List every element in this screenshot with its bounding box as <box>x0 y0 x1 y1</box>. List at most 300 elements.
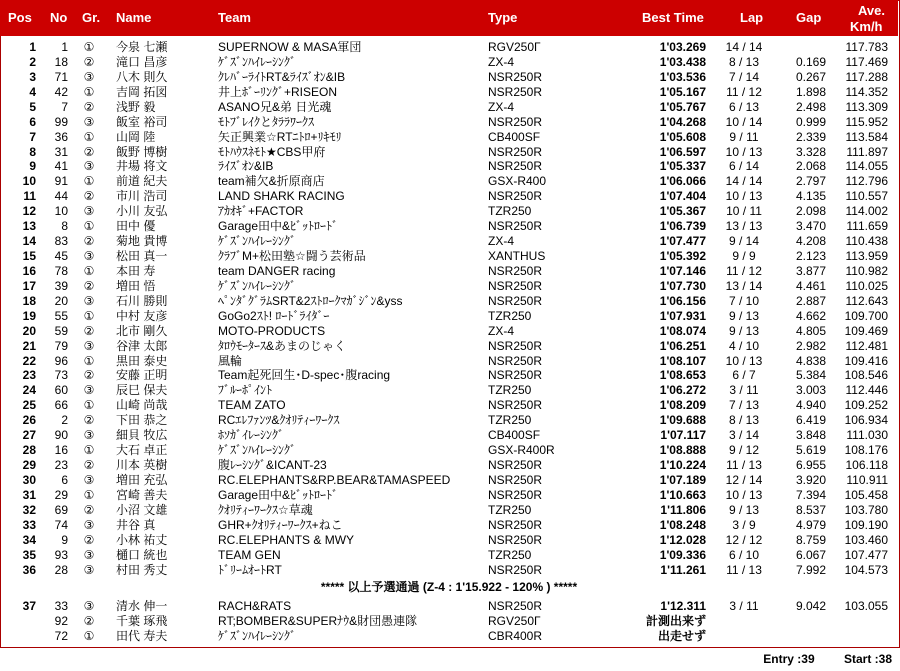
cell-best: 1'09.336 <box>659 547 706 562</box>
cell-gap: 2.098 <box>795 204 826 219</box>
cell-ave: 117.783 <box>845 40 888 54</box>
cell-ave: 112.643 <box>845 293 888 308</box>
cell-gap: 2.498 <box>795 99 826 114</box>
cell-gr: ② <box>83 613 95 628</box>
cell-best: 1'08.074 <box>659 323 706 338</box>
cell-name: 前道 紀夫 <box>116 174 168 189</box>
cell-pos: 26 <box>22 413 36 428</box>
cell-gap: 2.797 <box>795 174 826 189</box>
cell-best: 1'03.269 <box>659 40 706 54</box>
cell-lap: 10 / 13 <box>725 353 763 368</box>
cell-name: 市川 浩司 <box>116 189 168 204</box>
cell-team: ｸﾗﾌﾞM+松田塾☆闘う芸術品 <box>218 249 366 264</box>
cell-gap: 2.123 <box>795 249 826 264</box>
cell-ave: 103.460 <box>844 532 888 547</box>
header-best: Best Time <box>642 10 704 25</box>
cell-gap: 4.662 <box>795 308 826 323</box>
cell-ave: 110.911 <box>846 472 888 487</box>
cell-pos: 34 <box>22 532 36 547</box>
cell-best: 1'06.156 <box>659 293 706 308</box>
cell-ave: 111.030 <box>846 428 888 443</box>
cell-name: 本田 寿 <box>116 263 156 278</box>
cell-gap: 7.992 <box>795 562 826 577</box>
cell-lap: 9 / 13 <box>728 323 760 338</box>
cell-team: LAND SHARK RACING <box>218 189 345 204</box>
cell-gap: 6.419 <box>795 413 826 428</box>
cell-gr: ② <box>83 323 95 338</box>
cell-no: 10 <box>54 204 68 219</box>
cell-no: 23 <box>54 458 68 473</box>
cell-type: NSR250R <box>488 293 543 308</box>
cell-gr: ① <box>83 174 95 189</box>
header-team: Team <box>218 10 251 25</box>
cell-best: 1'07.146 <box>659 263 706 278</box>
cell-team: ﾍﾟﾝﾀﾞｸﾞﾗﾑSRT&2ｽﾄﾛｰｸﾏｶﾞｼﾞﾝ&yss <box>218 293 403 308</box>
cell-no: 18 <box>54 54 68 69</box>
cell-type: GSX-R400R <box>488 443 555 458</box>
cell-type: GSX-R400 <box>488 174 547 189</box>
cell-no: 79 <box>54 338 68 353</box>
cell-type: TZR250 <box>488 204 532 219</box>
cell-name: 下田 恭之 <box>116 413 168 428</box>
cell-pos: 20 <box>22 323 36 338</box>
cell-pos: 3 <box>29 69 36 84</box>
cell-no: 90 <box>54 428 68 443</box>
cell-type: NSR250R <box>488 487 543 502</box>
cell-no: 44 <box>54 189 68 204</box>
cell-best: 1'04.268 <box>659 114 706 129</box>
cell-pos: 30 <box>22 472 36 487</box>
cell-lap: 14 / 14 <box>725 174 763 189</box>
cell-lap: 9 / 9 <box>732 249 756 264</box>
cell-team: ﾄﾞﾘｰﾑｵｰﾄRT <box>218 562 282 577</box>
cell-pos: 36 <box>22 562 36 577</box>
cell-type: NSR250R <box>488 599 543 613</box>
cell-ave: 110.982 <box>845 263 888 278</box>
cell-gap: 3.003 <box>795 383 826 398</box>
cell-name: 黒田 泰史 <box>116 353 168 368</box>
cell-best: 1'08.248 <box>659 517 706 532</box>
cell-gap: 4.979 <box>795 517 826 532</box>
cell-ave: 114.352 <box>845 84 888 99</box>
cell-type: NSR250R <box>488 532 543 547</box>
cell-team: ﾀﾛｳﾓｰﾀｰｽ&あまのじゃく <box>218 338 347 353</box>
cell-pos: 11 <box>23 189 36 204</box>
cell-type: XANTHUS <box>488 249 546 264</box>
cell-name: 田中 優 <box>116 219 156 234</box>
cell-type: NSR250R <box>488 189 543 204</box>
cell-no: 91 <box>54 174 68 189</box>
cell-pos: 33 <box>22 517 36 532</box>
cell-name: 小川 友弘 <box>116 204 168 219</box>
cell-best: 1'10.224 <box>659 458 706 473</box>
cell-ave: 115.952 <box>845 114 888 129</box>
table-row <box>0 130 898 145</box>
table-row <box>0 339 898 354</box>
cell-gap: 8.537 <box>795 502 826 517</box>
cell-gap: 0.267 <box>795 69 826 84</box>
cell-ave: 113.584 <box>845 129 888 144</box>
cell-gr: ② <box>83 368 95 383</box>
cell-type: CB400SF <box>488 129 541 144</box>
cell-type: ZX-4 <box>488 323 515 338</box>
table-row <box>0 324 898 339</box>
cell-no: 45 <box>54 249 68 264</box>
cell-lap: 11 / 12 <box>726 84 762 99</box>
cell-ave: 114.055 <box>845 159 888 174</box>
cell-ave: 106.118 <box>845 458 888 473</box>
cell-type: NSR250R <box>488 368 543 383</box>
cell-ave: 107.477 <box>844 547 888 562</box>
cell-no: 42 <box>54 84 68 99</box>
cell-ave: 103.780 <box>844 502 888 517</box>
cell-name: 井谷 真 <box>116 517 156 532</box>
cell-gap: 4.135 <box>795 189 826 204</box>
cell-lap: 11 / 13 <box>726 458 762 473</box>
cell-best: 1'07.117 <box>660 428 706 443</box>
cell-gap: 7.394 <box>795 487 826 502</box>
cell-gr: ③ <box>83 517 95 532</box>
cell-lap: 14 / 14 <box>725 40 763 54</box>
cell-no: 83 <box>54 234 68 249</box>
cell-lap: 10 / 13 <box>725 189 763 204</box>
qualify-note: ***** 以上予選通過 (Z-4 : 1'15.922 - 120% ) ***** <box>320 580 578 594</box>
table-row <box>0 518 898 533</box>
cell-ave: 111.659 <box>846 219 888 234</box>
table-row <box>0 40 898 55</box>
cell-ave: 113.309 <box>845 99 888 114</box>
cell-no: 36 <box>54 129 68 144</box>
cell-lap: 9 / 11 <box>729 129 759 144</box>
cell-lap: 6 / 13 <box>728 99 760 114</box>
cell-team: 矢正興業☆RTﾆﾄﾛ+ﾘｷﾓﾘ <box>218 129 342 144</box>
cell-name: 山崎 尚哉 <box>116 398 168 413</box>
cell-team: ﾓﾄﾊｳｽﾈﾓﾄ★CBS甲府 <box>218 144 326 159</box>
header-gr: Gr. <box>82 10 101 25</box>
table-row <box>0 249 898 264</box>
table-row <box>0 398 898 413</box>
cell-name: 増田 充弘 <box>116 472 168 487</box>
cell-gr: ③ <box>83 249 95 264</box>
cell-name: 飯野 博樹 <box>116 144 168 159</box>
cell-ave: 108.176 <box>844 443 888 458</box>
cell-type: NSR250R <box>488 114 543 129</box>
cell-type: CB400SF <box>488 428 541 443</box>
cell-ave: 110.438 <box>845 234 888 249</box>
cell-type: NSR250R <box>488 517 543 532</box>
cell-name: 菊地 貴博 <box>116 234 168 249</box>
cell-no: 78 <box>54 263 68 278</box>
table-row <box>0 279 898 294</box>
table-row <box>0 503 898 518</box>
cell-ave: 109.252 <box>844 398 888 413</box>
cell-name: 浅野 毅 <box>116 99 156 114</box>
cell-pos: 31 <box>22 487 36 502</box>
cell-type: ZX-4 <box>488 54 515 69</box>
cell-type: NSR250R <box>488 458 543 473</box>
cell-gr: ① <box>83 219 95 234</box>
cell-team: Garage田中&ﾋﾞｯﾄﾛｰﾄﾞ <box>218 487 339 502</box>
cell-pos: 15 <box>22 249 36 264</box>
cell-gr: ② <box>83 413 95 428</box>
cell-lap: 13 / 14 <box>725 278 763 293</box>
cell-gap: 6.067 <box>795 547 826 562</box>
cell-lap: 11 / 12 <box>726 263 762 278</box>
cell-name: 樋口 統也 <box>116 547 168 562</box>
cell-lap: 12 / 12 <box>725 532 763 547</box>
cell-no: 99 <box>54 114 68 129</box>
cell-team: ｸｵﾘﾃｨｰﾜｰｸｽ☆草魂 <box>218 502 313 517</box>
cell-team: RCｴﾚﾌｧﾝﾂ&ｸｵﾘﾃｨｰﾜｰｸｽ <box>218 413 340 428</box>
cell-gr: ③ <box>83 293 95 308</box>
cell-type: NSR250R <box>488 219 543 234</box>
cell-ave: 114.002 <box>845 204 888 219</box>
table-row <box>0 443 898 458</box>
table-row <box>0 294 898 309</box>
cell-gap: 2.887 <box>795 293 826 308</box>
cell-team: SUPERNOW & MASA軍団 <box>218 40 362 54</box>
cell-type: RGV250Γ <box>488 613 541 628</box>
cell-ave: 111.897 <box>846 144 888 159</box>
cell-no: 2 <box>61 413 68 428</box>
cell-best: 1'06.272 <box>659 383 706 398</box>
cell-ave: 103.055 <box>844 599 888 613</box>
cell-name: 千葉 琢飛 <box>116 613 168 628</box>
cell-name: 飯室 裕司 <box>116 114 168 129</box>
cell-best: 出走せず <box>657 628 706 643</box>
cell-lap: 6 / 14 <box>728 159 760 174</box>
cell-type: ZX-4 <box>488 99 515 114</box>
cell-no: 41 <box>54 159 68 174</box>
cell-pos: 10 <box>22 174 36 189</box>
cell-pos: 17 <box>22 278 36 293</box>
cell-gr: ③ <box>83 114 95 129</box>
table-row <box>0 488 898 503</box>
cell-name: 川本 英樹 <box>116 458 168 473</box>
cell-lap: 10 / 11 <box>726 204 762 219</box>
cell-team: ｹﾞｽﾞﾝﾊｲﾚｰｼﾝｸﾞ <box>218 628 297 643</box>
table-row <box>0 473 898 488</box>
cell-type: NSR250R <box>488 338 543 353</box>
cell-pos: 27 <box>22 428 36 443</box>
cell-best: 1'10.663 <box>659 487 706 502</box>
cell-ave: 112.796 <box>845 174 888 189</box>
cell-pos: 9 <box>29 159 36 174</box>
cell-pos: 6 <box>29 114 36 129</box>
cell-type: TZR250 <box>488 502 532 517</box>
cell-name: 大石 卓正 <box>116 443 168 458</box>
cell-type: NSR250R <box>488 278 543 293</box>
cell-gr: ② <box>83 234 95 249</box>
cell-gr: ① <box>83 40 95 54</box>
cell-name: 八木 則久 <box>116 69 168 84</box>
cell-gap: 4.940 <box>795 398 826 413</box>
cell-best: 1'08.653 <box>659 368 706 383</box>
cell-no: 8 <box>61 219 68 234</box>
cell-lap: 12 / 14 <box>725 472 763 487</box>
cell-type: ZX-4 <box>488 234 515 249</box>
cell-lap: 7 / 14 <box>728 69 760 84</box>
cell-no: 33 <box>54 599 68 613</box>
cell-name: 今泉 七瀬 <box>116 40 168 54</box>
cell-name: 田代 寿夫 <box>116 628 168 643</box>
cell-name: 安藤 正明 <box>116 368 168 383</box>
cell-no: 16 <box>54 443 68 458</box>
cell-pos: 32 <box>22 502 36 517</box>
cell-lap: 7 / 10 <box>728 293 760 308</box>
cell-gr: ① <box>83 263 95 278</box>
cell-gr: ③ <box>83 69 95 84</box>
cell-gr: ② <box>83 54 95 69</box>
cell-type: NSR250R <box>488 562 543 577</box>
cell-team: ｹﾞｽﾞﾝﾊｲﾚｰｼﾝｸﾞ <box>218 54 297 69</box>
cell-name: 増田 悟 <box>116 278 156 293</box>
cell-no: 74 <box>54 517 68 532</box>
cell-gr: ① <box>83 353 95 368</box>
cell-type: NSR250R <box>488 263 543 278</box>
header-lap: Lap <box>740 10 764 25</box>
cell-team: ASANO兄&弟 日光魂 <box>218 99 332 114</box>
cell-no: 71 <box>54 69 68 84</box>
cell-gr: ① <box>83 398 95 413</box>
table-row <box>0 55 898 70</box>
cell-name: 松田 真一 <box>116 249 168 264</box>
cell-team: ｹﾞｽﾞﾝﾊｲﾚｰｼﾝｸﾞ <box>218 443 297 458</box>
cell-team: RC.ELEPHANTS&RP.BEAR&TAMASPEED <box>218 472 451 487</box>
entry-count: Entry :39 <box>763 652 815 666</box>
cell-gr: ① <box>83 308 95 323</box>
cell-name: 山岡 陸 <box>116 129 156 144</box>
cell-lap: 9 / 13 <box>728 308 760 323</box>
cell-ave: 106.934 <box>844 413 888 428</box>
cell-no: 6 <box>61 472 68 487</box>
cell-best: 1'11.261 <box>660 562 706 577</box>
table-row <box>0 458 898 473</box>
cell-gap: 5.384 <box>795 368 826 383</box>
cell-name: 谷津 太郎 <box>116 338 168 353</box>
cell-lap: 9 / 12 <box>728 443 760 458</box>
header-pos: Pos <box>8 10 32 25</box>
cell-best: 1'07.730 <box>659 278 706 293</box>
cell-best: 1'12.028 <box>659 532 706 547</box>
cell-gr: ③ <box>83 159 95 174</box>
cell-team: RT;BOMBER&SUPERﾅｳ&財団愚連隊 <box>218 613 418 628</box>
cell-gap: 4.838 <box>795 353 826 368</box>
cell-lap: 10 / 13 <box>725 144 763 159</box>
cell-ave: 104.573 <box>844 562 888 577</box>
cell-no: 92 <box>54 613 68 628</box>
cell-type: RGV250Γ <box>488 40 541 54</box>
cell-gr: ③ <box>83 204 95 219</box>
cell-name: 宮崎 善夫 <box>116 487 168 502</box>
table-header <box>0 0 898 36</box>
cell-lap: 8 / 13 <box>728 54 760 69</box>
cell-name: 村田 秀丈 <box>116 562 168 577</box>
cell-name: 中村 友彦 <box>116 308 168 323</box>
cell-pos: 12 <box>22 204 36 219</box>
cell-team: ﾓﾄﾌﾞﾚｲｸとﾀﾗﾗﾜｰｸｽ <box>218 114 315 129</box>
table-row <box>0 383 898 398</box>
table-row <box>0 309 898 324</box>
header-gap: Gap <box>796 10 822 25</box>
table-row <box>0 413 898 428</box>
cell-name: 小沼 文雄 <box>116 502 168 517</box>
cell-gr: ③ <box>83 547 95 562</box>
cell-type: NSR250R <box>488 398 543 413</box>
cell-ave: 108.546 <box>844 368 888 383</box>
table-row <box>0 219 898 234</box>
cell-best: 1'08.888 <box>659 443 706 458</box>
cell-lap: 3 / 9 <box>732 517 756 532</box>
cell-no: 7 <box>61 99 68 114</box>
cell-team: TEAM ZATO <box>218 398 286 413</box>
cell-best: 1'06.597 <box>659 144 706 159</box>
cell-gap: 4.208 <box>795 234 826 249</box>
cell-no: 9 <box>61 532 68 547</box>
table-row <box>0 234 898 249</box>
cell-ave: 110.025 <box>845 278 888 293</box>
cell-lap: 3 / 11 <box>729 599 759 613</box>
cell-team: RACH&RATS <box>218 599 292 613</box>
cell-type: NSR250R <box>488 353 543 368</box>
start-count: Start :38 <box>843 652 892 666</box>
header-no: No <box>50 10 68 25</box>
cell-type: TZR250 <box>488 413 532 428</box>
cell-no: 59 <box>54 323 68 338</box>
table-row <box>0 264 898 279</box>
cell-team: ﾎｿｶﾞｲﾚｰｼﾝｸﾞ <box>218 428 285 443</box>
cell-pos: 22 <box>22 353 36 368</box>
cell-gap: 0.999 <box>795 114 826 129</box>
cell-type: NSR250R <box>488 144 543 159</box>
cell-lap: 10 / 13 <box>725 487 763 502</box>
cell-lap: 8 / 13 <box>728 413 760 428</box>
cell-lap: 13 / 13 <box>725 219 763 234</box>
cell-ave: 117.469 <box>845 54 888 69</box>
cell-name: 北市 剛久 <box>116 323 168 338</box>
cell-pos: 37 <box>22 599 36 613</box>
cell-pos: 35 <box>22 547 36 562</box>
cell-gr: ③ <box>83 338 95 353</box>
cell-pos: 4 <box>29 84 36 99</box>
cell-lap: 6 / 10 <box>728 547 760 562</box>
cell-team: team DANGER racing <box>218 263 336 278</box>
cell-team: Team起死回生･D-spec･腹racing <box>218 368 391 383</box>
cell-name: 細貝 牧広 <box>116 428 168 443</box>
table-row <box>0 599 898 614</box>
cell-gr: ③ <box>83 562 95 577</box>
cell-ave: 109.700 <box>844 308 888 323</box>
table-row <box>0 354 898 369</box>
cell-gap: 5.619 <box>795 443 826 458</box>
cell-no: 1 <box>61 40 68 54</box>
cell-lap: 9 / 14 <box>728 234 760 249</box>
cell-type: NSR250R <box>488 472 543 487</box>
table-row <box>0 368 898 383</box>
cell-gr: ② <box>83 278 95 293</box>
cell-no: 96 <box>54 353 68 368</box>
cell-gr: ② <box>83 502 95 517</box>
cell-pos: 13 <box>22 219 36 234</box>
cell-pos: 8 <box>29 144 36 159</box>
cell-lap: 6 / 7 <box>732 368 756 383</box>
cell-name: 小林 祐丈 <box>116 532 168 547</box>
cell-no: 55 <box>54 308 68 323</box>
cell-gap: 6.955 <box>795 458 826 473</box>
cell-pos: 16 <box>22 263 36 278</box>
cell-no: 28 <box>54 562 68 577</box>
cell-name: 石川 勝則 <box>116 293 168 308</box>
